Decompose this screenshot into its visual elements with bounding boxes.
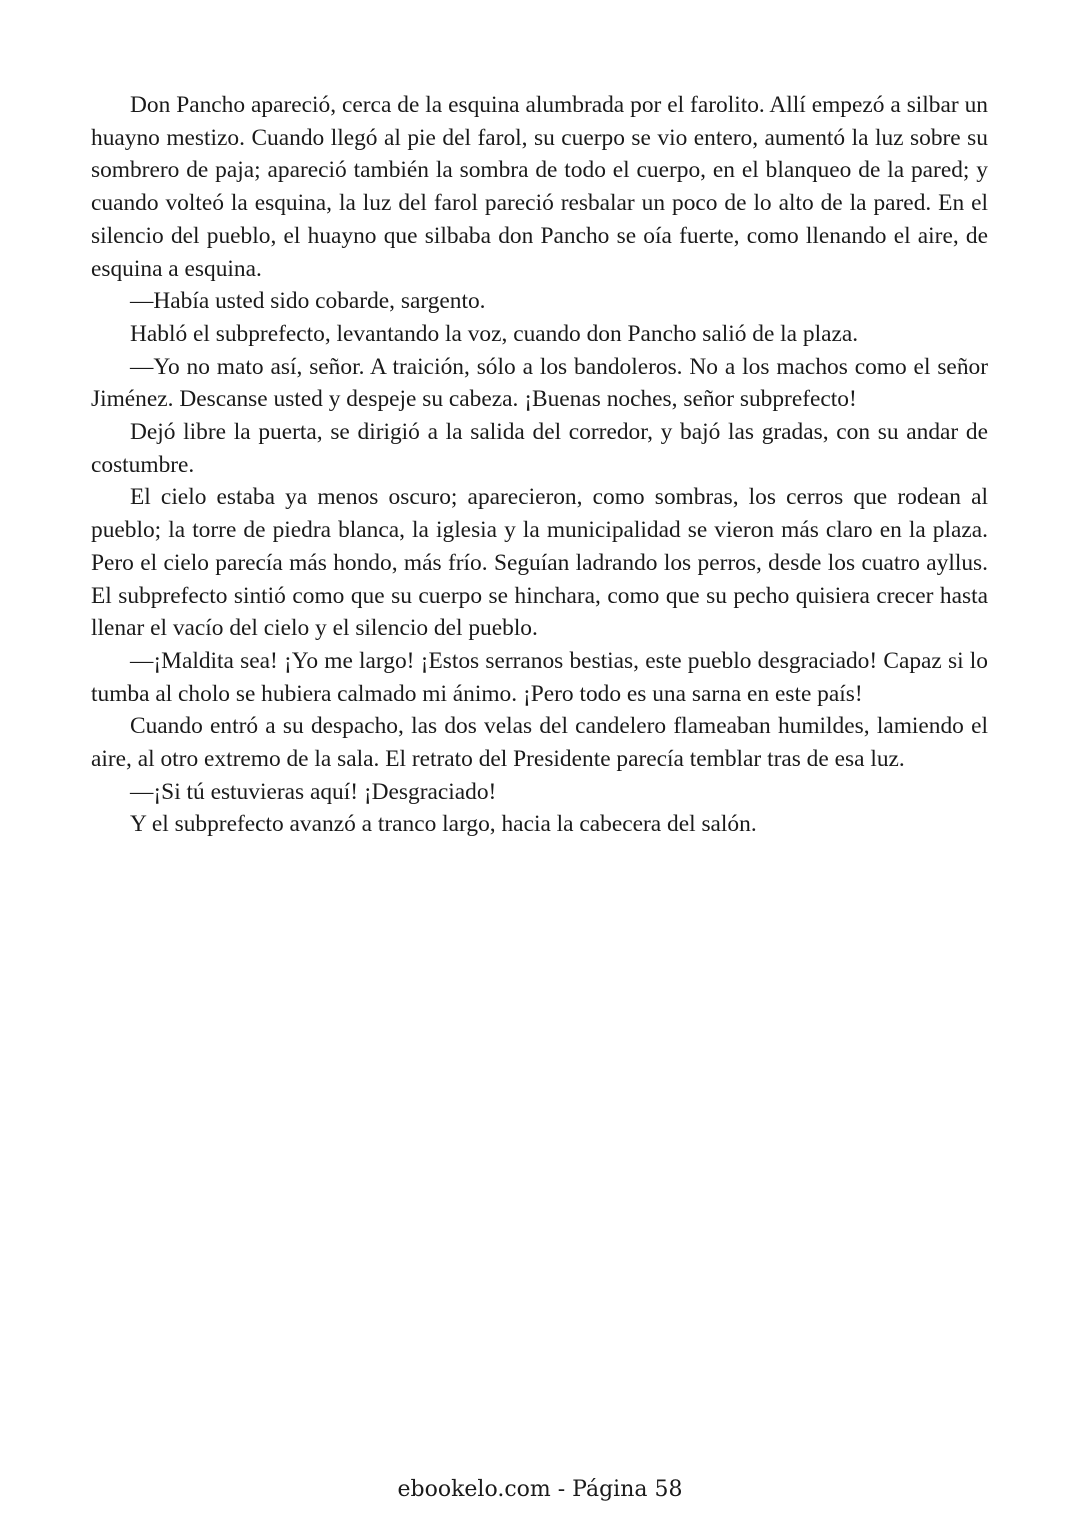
paragraph: Habló el subprefecto, levantando la voz, cuando don Pancho salió de la plaza. [130, 320, 859, 347]
paragraph: —¡Maldita sea! ¡Yo me largo! ¡Estos serranos bestias, este pueblo desgraciado! Capaz si lo tumba al cholo se hubiera calmado mi ánimo. ¡Pero todo es una sarna en este país! [91, 647, 988, 707]
paragraph: Cuando entró a su despacho, las dos velas del candelero flameaban humildes, lamiendo el aire, al otro extremo de la sala. El retrato del Presidente parecía temblar tras de esa luz. [91, 713, 988, 773]
page-footer: ebookelo.com - Página 58 [397, 1477, 683, 1502]
paragraph: —Yo no mato así, señor. A traición, sólo a los bandoleros. No a los machos como el señor Jiménez. Descanse usted y despeje su cabeza. ¡Buenas noches, señor subprefecto! [91, 353, 988, 413]
paragraph: Don Pancho apareció, cerca de la esquina alumbrada por el farolito. Allí empezó a silbar un huayno mestizo. Cuando llegó al pie del farol, su cuerpo se vio entero, aumentó la luz sobre su sombrero de paja; apareció también la sombra de todo el cuerpo, en el blanqueo de la pared; y cuando volteó la esquina, la luz del farol pareció resbalar un poco de lo alto de la pared. En el silencio del pueblo, el huayno que silbaba don Pancho se oía fuerte, como llenando el aire, de esquina a esquina. [91, 92, 988, 282]
paragraph: Y el subprefecto avanzó a tranco largo, hacia la cabecera del salón. [130, 811, 757, 838]
paragraph: —¡Si tú estuvieras aquí! ¡Desgraciado! [130, 778, 497, 805]
paragraph: El cielo estaba ya menos oscuro; aparecieron, como sombras, los cerros que rodean al pueblo; la torre de piedra blanca, la iglesia y la municipalidad se vieron más claro en la plaza. Pero el cielo parecía más hondo, más frío. Seguían ladrando los perros, desde los cuatro ayllus. El subprefecto sintió como que su cuerpo se hinchara, como que su pecho quisiera crecer hasta llenar el vacío del cielo y el silencio del pueblo. [91, 484, 988, 642]
page-body [91, 89, 988, 841]
paragraph: Dejó libre la puerta, se dirigió a la salida del corredor, y bajó las gradas, con su andar de costumbre. [91, 419, 988, 478]
paragraph: —Había usted sido cobarde, sargento. [130, 288, 486, 315]
